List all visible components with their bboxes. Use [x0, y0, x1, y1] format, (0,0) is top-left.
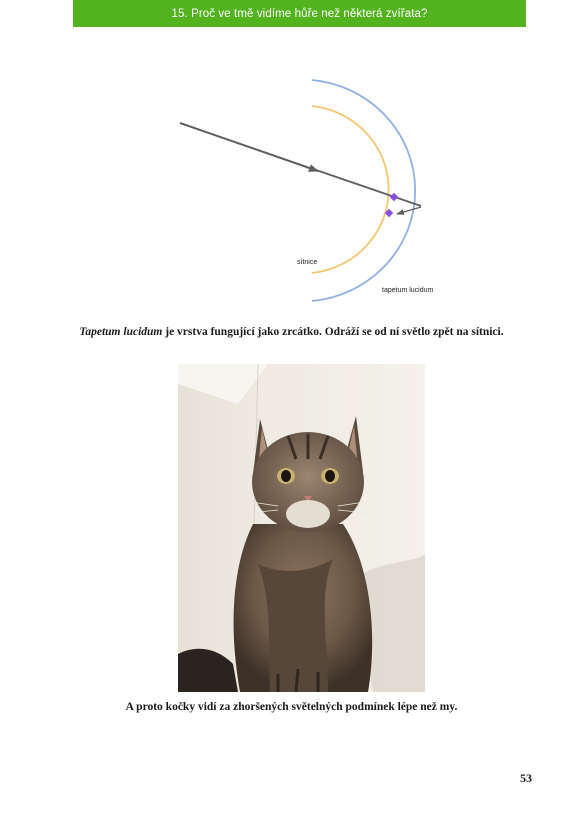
page-number: 53: [520, 771, 532, 785]
incoming-light-ray: [180, 123, 318, 171]
reflected-light-ray: [397, 207, 421, 214]
tapetum-caption: [0, 326, 583, 338]
caption-text: je vrstva fungující jako zrcátko. Odráží se od ní světlo zpět na sítnici.: [162, 326, 504, 338]
incoming-light-ray-tail: [316, 170, 421, 206]
tapetum-lucidum-arc: [312, 80, 415, 301]
retina-entry-point: [390, 193, 398, 201]
retina-label: sítnice: [297, 259, 318, 266]
caption-term: Tapetum lucidum: [79, 326, 163, 338]
cats-caption: A proto kočky vidí za zhoršených světelných podmínek lépe než my.: [125, 701, 458, 713]
eye-diagram: [0, 0, 583, 310]
cat-photo: [178, 364, 425, 692]
tapetum-lucidum-label: tapetum lucidum: [382, 287, 434, 294]
chapter-title: 15. Proč ve tmě vidíme hůře než některá zvířata?: [171, 7, 428, 20]
retina-arc: [312, 106, 389, 273]
